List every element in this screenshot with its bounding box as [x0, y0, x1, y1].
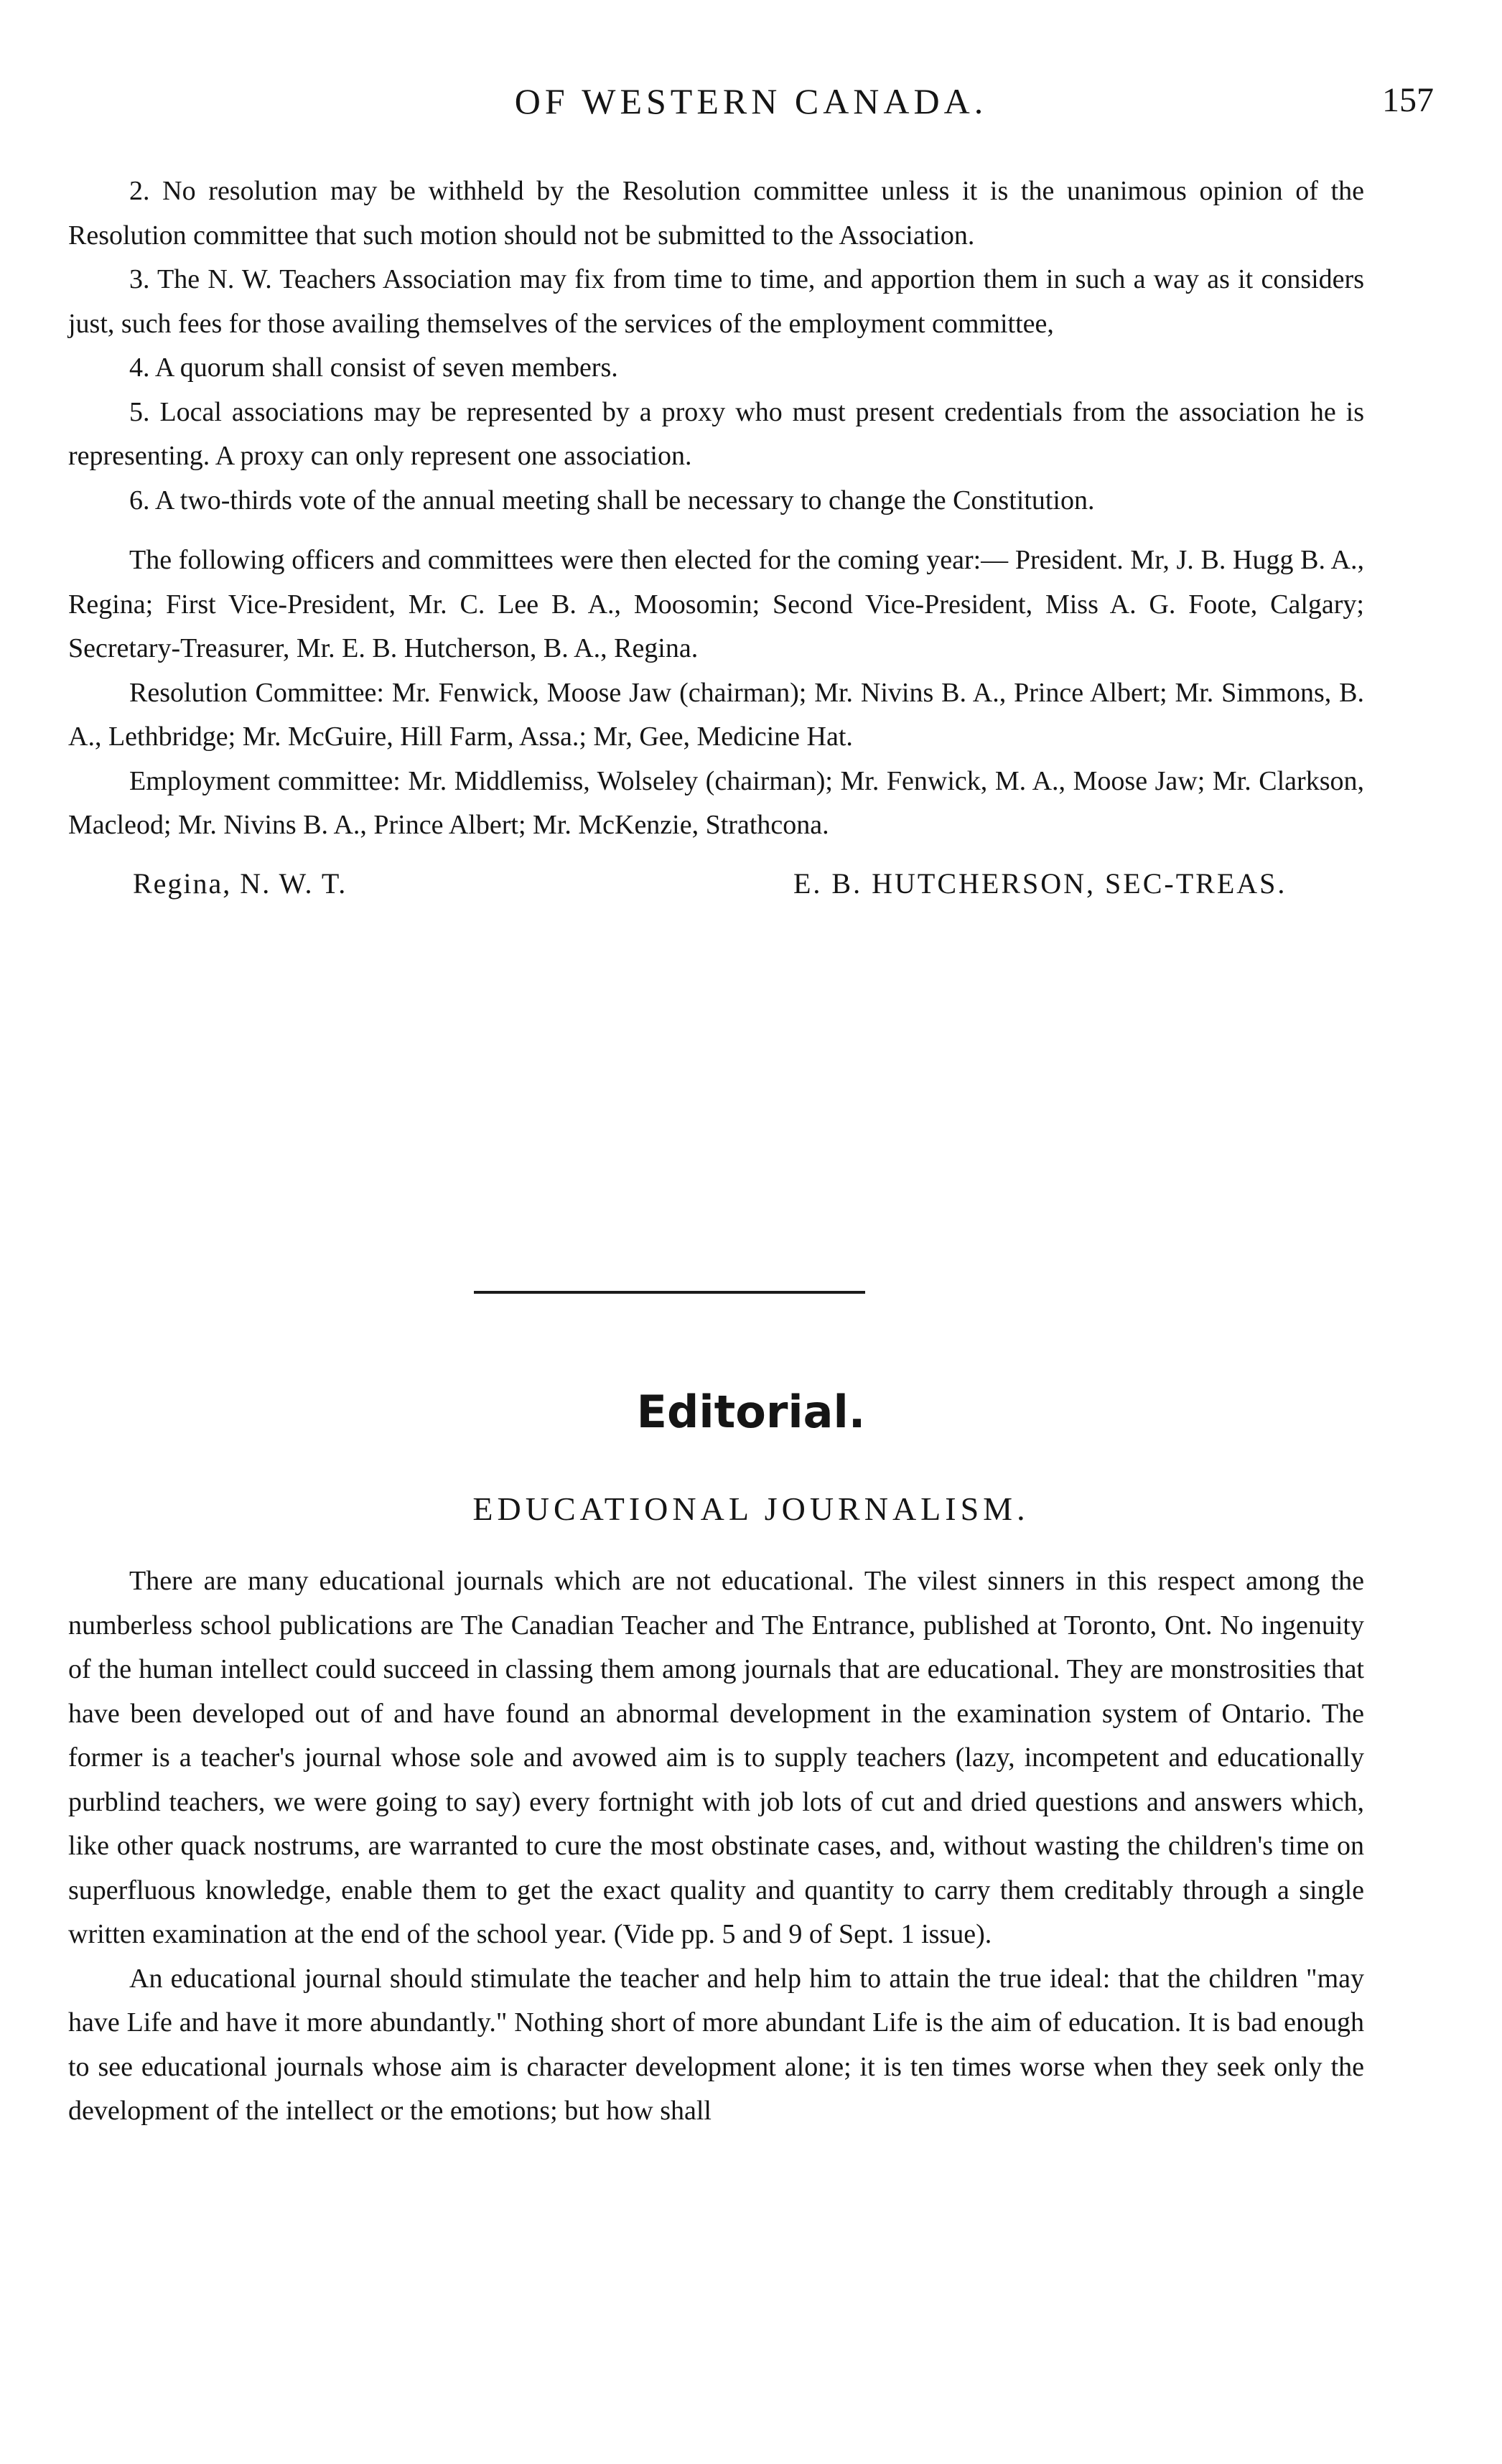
resolution-committee-paragraph: Resolution Committee: Mr. Fenwick, Moose Jaw (chairman); Mr. Nivins B. A., Prince Albert; Mr. Simmons, B. A., Lethbridge; Mr. McGuire, Hill Farm, Assa.; Mr, Gee, Medicine Hat.: [68, 677, 1364, 752]
section-divider: [474, 1291, 865, 1294]
editorial-paragraph: An educational journal should stimulate the teacher and help him to attain the true ideal: that the children "may have Life and have it more abundantly." Nothing short of more abundant Life is the aim of education. It is bad enough to see educational journals whose aim is character development alone; it is ten times worse when they seek only the development of the intellect or the emotions; but how shall: [68, 1963, 1364, 2126]
article-title: EDUCATIONAL JOURNALISM.: [472, 1490, 1030, 1527]
editorial-paragraph: There are many educational journals which are not educational. The vilest sinners in this respect among the numberless school publications are The Canadian Teacher and The Entrance, published at Toronto, Ont. No ingenuity of the human intellect could succeed in classing them among journals that are educational. They are monstrosities that have been developed out of and have found an abnormal development in the examination system of Ontario. The former is a teacher's journal whose sole and avowed aim is to supply teachers (lazy, incompetent and educationally purblind teachers, we were going to say) every fortnight with job lots of cut and dried questions and answers which, like other quack nostrums, are warranted to cure the most obstinate cases, and, without wasting the children's time on superfluous knowledge, enable them to get the exact quality and quantity to carry them creditably through a single written examination at the end of the school year. (Vide pp. 5 and 9 of Sept. 1 issue).: [68, 1566, 1364, 1949]
officers-paragraph: The following officers and committees were then elected for the coming year:— President. Mr, J. B. Hugg B. A., Regina; First Vice-President, Mr. C. Lee B. A., Moosomin; Second Vice-President, Miss A. G. Foote, Calgary; Secretary-Treasurer, Mr. E. B. Hutcherson, B. A., Regina.: [68, 545, 1364, 663]
constitution-item: 2. No resolution may be withheld by the Resolution committee unless it is the unanimous opinion of the Resolution committee that such motion should not be submitted to the Association.: [68, 176, 1364, 251]
constitution-section: [68, 169, 1364, 917]
signature-place: Regina, N. W. T.: [133, 867, 347, 900]
employment-committee-paragraph: Employment committee: Mr. Middlemiss, Wolseley (chairman); Mr. Fenwick, M. A., Moose Jaw; Mr. Clarkson, Macleod; Mr. Nivins B. A., Prince Albert; Mr. McKenzie, Strathcona.: [68, 765, 1364, 840]
constitution-item: 5. Local associations may be represented by a proxy who must present credentials from the association he is representing. A proxy can only represent one association.: [68, 396, 1364, 471]
signature-line: [68, 867, 1364, 917]
editorial-body: [68, 1559, 1364, 2134]
signature-signer: E. B. HUTCHERSON, SEC-TREAS.: [793, 867, 1287, 900]
page-number: 157: [1382, 81, 1434, 119]
running-header: [68, 80, 1434, 131]
running-title: OF WESTERN CANADA.: [514, 81, 988, 121]
editorial-heading: Editorial.: [636, 1386, 866, 1438]
constitution-item: 3. The N. W. Teachers Association may fix from time to time, and apportion them in such a way as it considers just, such fees for those availing themselves of the services of the employment committee,: [68, 264, 1364, 339]
constitution-item: 4. A quorum shall consist of seven members.: [129, 353, 618, 383]
constitution-item: 6. A two-thirds vote of the annual meeting shall be necessary to change the Constitution.: [129, 485, 1095, 515]
